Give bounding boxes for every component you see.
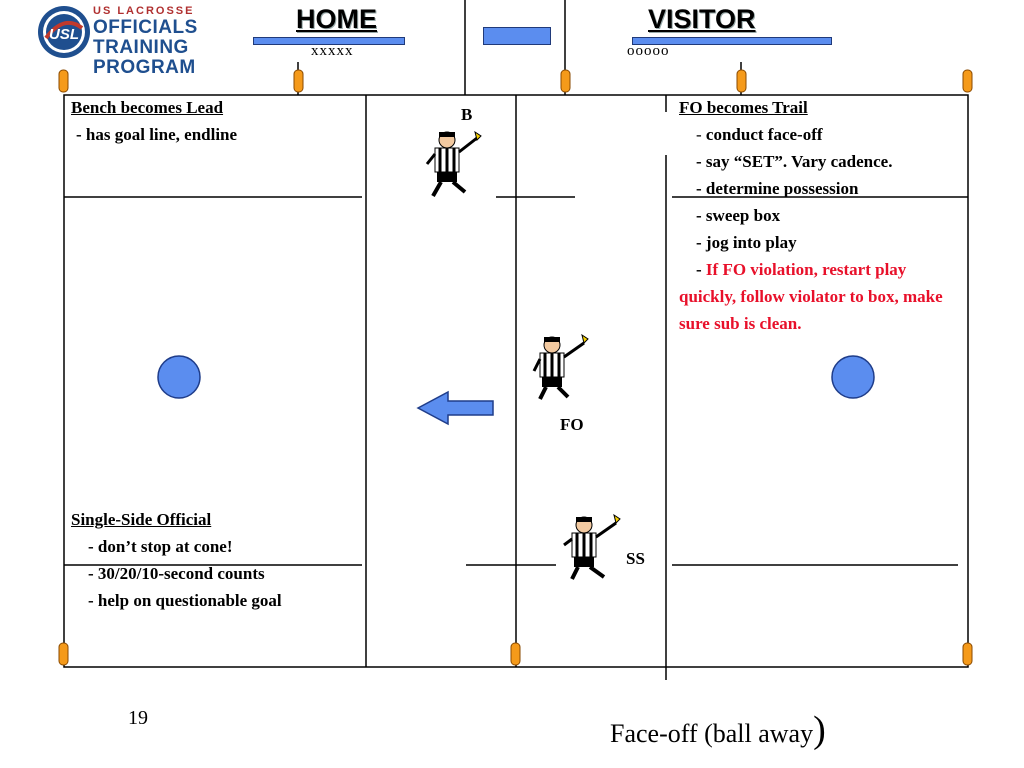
slide-title: Face-off (ball away) [610,709,826,751]
referee-single-side-icon [564,515,620,579]
goal-left [158,356,200,398]
referee-bench-icon [427,132,481,196]
slide-number: 19 [128,707,148,729]
single-side-item: - help on questionable goal [88,591,282,610]
bench-lead-title: Bench becomes Lead [71,98,224,117]
faceoff-trail-notes [679,94,964,337]
single-side-item: - 30/20/10-second counts [88,564,265,583]
bench-official-label: B [461,105,473,124]
faceoff-violation-note: - If FO violation, restart play quickly, follow violator to box, make sure sub is clean. [679,260,943,333]
logo-line-4: PROGRAM [93,57,196,78]
single-side-item: - don’t stop at cone! [88,537,233,556]
faceoff-trail-item: - jog into play [696,233,797,252]
faceoff-official-label: FO [560,415,584,434]
bench-lead-notes [71,94,361,148]
logo-line-3: TRAINING [93,37,189,58]
logo-line-1: US LACROSSE [93,5,195,17]
home-team-marker: xxxxx [311,43,354,59]
bench-lead-item: - has goal line, endline [76,125,238,144]
single-side-official-label: SS [626,549,645,568]
home-label: HOME [296,4,377,34]
visitor-team-marker: ooooo [627,43,670,59]
faceoff-trail-item: - sweep box [696,206,781,225]
faceoff-trail-item: - determine possession [696,179,859,198]
referee-faceoff-icon [534,335,588,399]
goal-right [832,356,874,398]
arrow-left-icon [418,392,493,424]
faceoff-trail-item: - conduct face-off [696,125,823,144]
single-side-notes [71,506,366,614]
faceoff-trail-title: FO becomes Trail [679,98,808,117]
svg-text:USL: USL [49,26,79,43]
logo-line-2: OFFICIALS [93,17,198,38]
single-side-title: Single-Side Official [71,510,212,529]
visitor-label: VISITOR [648,4,756,34]
faceoff-trail-item: - say “SET”. Vary cadence. [696,152,893,171]
